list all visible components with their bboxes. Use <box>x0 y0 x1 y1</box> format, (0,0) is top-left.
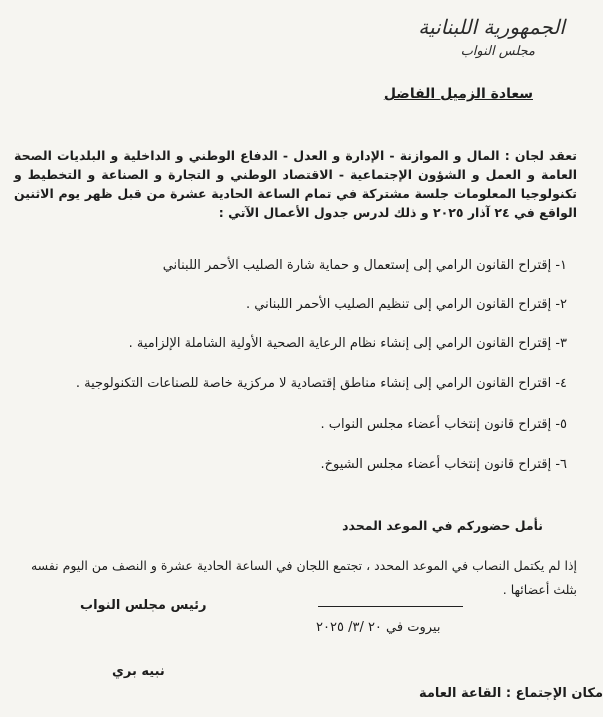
salutation: سعادة الزميل الفاضل <box>383 86 533 102</box>
parliament-letterhead: مجلس النواب <box>460 44 535 59</box>
republic-letterhead: الجمهورية اللبنانية <box>418 15 565 39</box>
agenda-item: ٥- إقتراح قانون إنتخاب أعضاء مجلس النواب . <box>320 417 567 432</box>
meeting-venue: مكان الإجتماع : القاعة العامة <box>418 686 603 701</box>
intro-paragraph: تعقد لجان : المال و الموازنة - الإدارة و العدل - الدفاع الوطني و الداخلية و البلديات الصحة العامة و العمل و الشؤون الإجتماعية - الاقتصاد الوطني و التجارة و الصناعة و التخطيط و تكنولوجيا المعلومات جلسة مشتركة في تمام الساعة الحادية عشرة من قبل ظهر يوم الاثنين الواقع في ٢٤ آذار ٢٠٢٥ و ذلك لدرس جدول الأعمال الآتي : <box>14 148 577 220</box>
agenda-item: ٣- إقتراح القانون الرامي إلى إنشاء نظام الرعاية الصحية الأولية الشاملة الإلزامية . <box>128 336 567 351</box>
agenda-item: ٤- اقتراح القانون الرامي إلى إنشاء مناطق إقتصادية لا مركزية خاصة للصناعات التكنولوجية . <box>75 376 567 391</box>
signature-divider <box>318 606 463 607</box>
signature-name: نبيه بري <box>112 664 165 679</box>
quorum-fallback-paragraph: إذا لم يكتمل النصاب في الموعد المحدد ، تجتمع اللجان في الساعة الحادية عشرة و النصف من اليوم نفسه بثلث أعضائها . <box>30 558 577 597</box>
date-line: بيروت في ٢٠ /٣/ ٢٠٢٥ <box>316 620 441 635</box>
agenda-item: ١- إقتراح القانون الرامي إلى إستعمال و حماية شارة الصليب الأحمر اللبناني <box>162 258 567 273</box>
signature-title: رئيس مجلس النواب <box>80 598 207 613</box>
agenda-item: ٢- إقتراح القانون الرامي إلى تنظيم الصليب الأحمر اللبناني . <box>246 297 567 312</box>
closing-note: نأمل حضوركم في الموعد المحدد <box>342 518 543 533</box>
agenda-item: ٦- إقتراح قانون إنتخاب أعضاء مجلس الشيوخ. <box>320 457 567 472</box>
